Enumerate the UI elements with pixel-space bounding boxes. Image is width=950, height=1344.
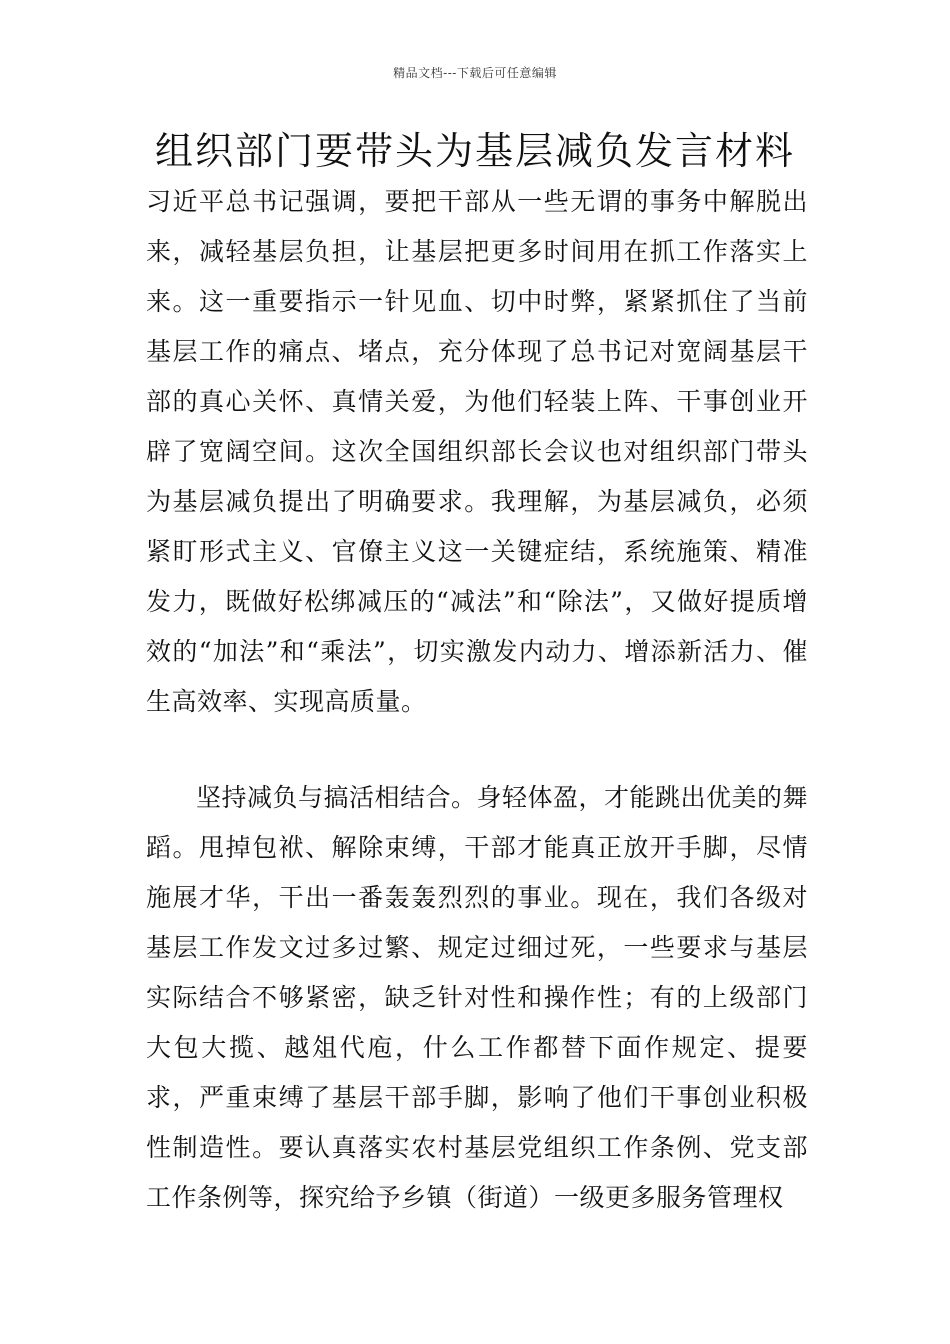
document-title: 组织部门要带头为基层减负发言材料 — [154, 129, 795, 173]
body-paragraph-2: 坚持减负与搞活相结合。身轻体盈，才能跳出优美的舞蹈。甩掉包袱、解除束缚，干部才能真正放开手脚，尽情施展才华，干出一番轰轰烈烈的事业。现在，我们各级对基层工作发文过多过繁、规定过细过死，一些要求与基层实际结合不够紧密，缺乏针对性和操作性；有的上级部门大包大揽、越俎代庖，什么工作都替下面作规定、提要求，严重束缚了基层干部手脚，影响了他们干事创业积极性制造性。要认真落实农村基层党组织工作条例、党支部工作条例等，探究给予乡镇（街道）一级更多服务管理权 — [146, 783, 809, 1212]
body-paragraph-1: 习近平总书记强调，要把干部从一些无谓的事务中解脱出来，减轻基层负担，让基层把更多时间用在抓工作落实上来。这一重要指示一针见血、切中时弊，紧紧抓住了当前基层工作的痛点、堵点，充分体现了总书记对宽阔基层干部的真心关怀、真情关爱，为他们轻装上阵、干事创业开辟了宽阔空间。这次全国组织部长会议也对组织部门带头为基层减负提出了明确要求。我理解，为基层减负，必须紧盯形式主义、官僚主义这一关键症结，系统施策、精准发力，既做好松绑减压的“减法”和“除法”，又做好提质增效的“加法”和“乘法”，切实激发内动力、增添新活力、催生高效率、实现高质量。 — [146, 187, 808, 716]
header-note: 精品文档---下载后可任意编辑 — [393, 66, 557, 80]
